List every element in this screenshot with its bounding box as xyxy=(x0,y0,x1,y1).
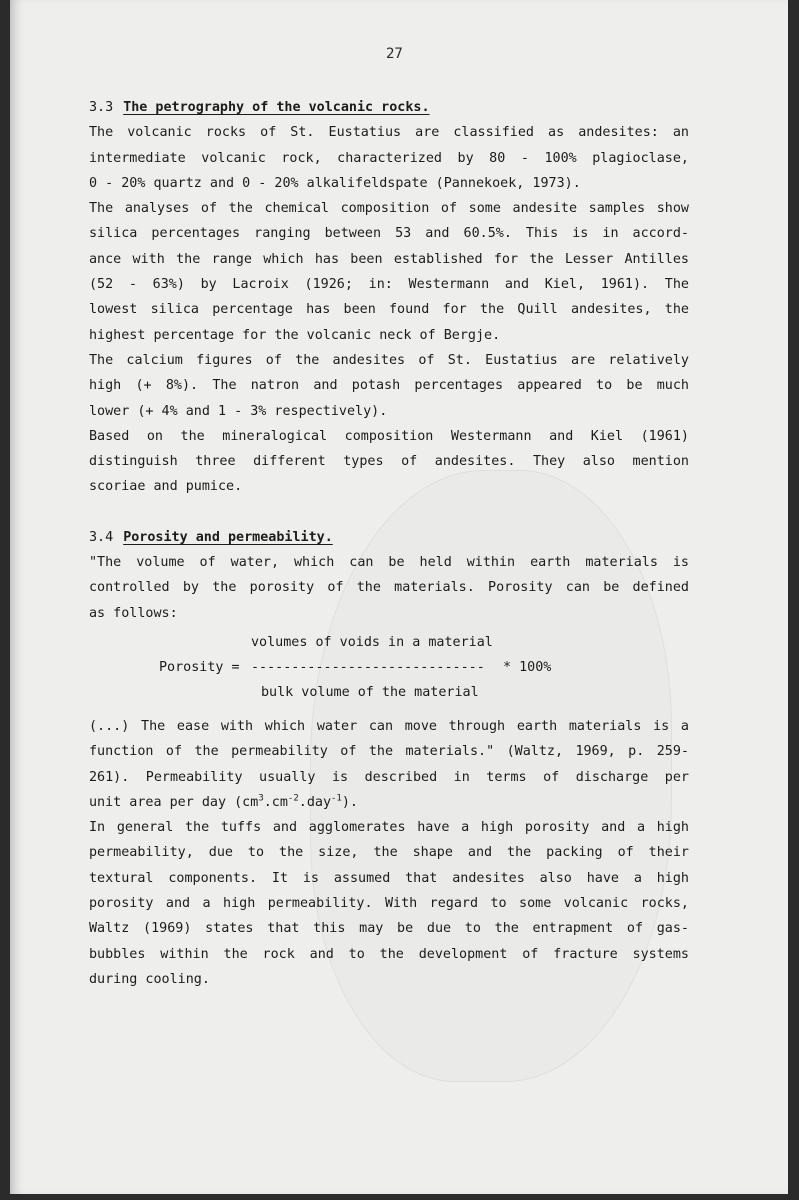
unit-prefix: unit area per day (cm xyxy=(89,794,259,810)
document-page xyxy=(10,0,788,1194)
formula-numerator: volumes of voids in a material xyxy=(251,634,493,650)
text-line: 0 - 20% quartz and 0 - 20% alkalifeldspate (Pannekoek, 1973). xyxy=(89,175,581,191)
unit-exponent: -1 xyxy=(331,793,342,804)
text-line: permeability, due to the size, the shape and the packing of their xyxy=(89,845,689,861)
text-line: The calcium figures of the andesites of St. Eustatius are relatively xyxy=(89,352,689,368)
section-title: Porosity and permeability. xyxy=(123,529,333,545)
text-line: Based on the mineralogical composition Westermann and Kiel (1961) xyxy=(89,428,689,444)
section-heading-petrography xyxy=(89,95,689,120)
text-line: intermediate volcanic rock, characterized by 80 - 100% plagioclase, xyxy=(89,150,689,166)
text-line: The volcanic rocks of St. Eustatius are classified as andesites: an xyxy=(89,125,689,141)
text-line: distinguish three different types of andesites. They also mention xyxy=(89,454,689,470)
formula-denominator: bulk volume of the material xyxy=(261,684,479,700)
section-heading-porosity xyxy=(89,525,689,550)
text-line: 261). Permeability usually is described in terms of discharge per xyxy=(89,769,689,785)
text-line: porosity and a high permeability. With regard to some volcanic rocks, xyxy=(89,896,689,912)
text-line: In general the tuffs and agglomerates have a high porosity and a high xyxy=(89,820,689,836)
text-line: (...) The ease with which water can move through earth materials is a xyxy=(89,718,689,734)
section-number: 3.4 xyxy=(89,529,114,545)
unit-part: .cm xyxy=(263,794,288,810)
porosity-quote xyxy=(89,550,689,626)
unit-part: .day xyxy=(298,794,332,810)
page-body xyxy=(89,95,689,992)
unit-exponent: -2 xyxy=(287,793,299,804)
text-line: textural components. It is assumed that andesites also have a high xyxy=(89,870,689,886)
text-line: ance with the range which has been established for the Lesser Antilles xyxy=(89,251,689,267)
text-line: controlled by the porosity of the materials. Porosity can be defined xyxy=(89,580,689,596)
unit-exponent: 3 xyxy=(258,793,264,804)
text-line: (52 - 63%) by Lacroix (1926; in: Westermann and Kiel, 1961). The xyxy=(89,277,689,293)
formula-fraction-bar: ----------------------------- xyxy=(251,659,485,675)
formula-rhs: * 100% xyxy=(503,659,552,675)
petrography-paragraph xyxy=(89,120,689,499)
text-line: as follows: xyxy=(89,605,178,621)
text-line: lowest silica percentage has been found for the Quill andesites, the xyxy=(89,302,689,318)
unit-suffix: ). xyxy=(341,794,358,810)
text-line: Waltz (1969) states that this may be due to the entrapment of gas- xyxy=(89,921,689,937)
text-line: silica percentages ranging between 53 and 60.5%. This is in accord- xyxy=(89,226,689,242)
section-title: The petrography of the volcanic rocks. xyxy=(123,100,430,115)
text-line: high (+ 8%). The natron and potash percentages appeared to be much xyxy=(89,378,689,394)
porosity-formula xyxy=(89,630,689,706)
text-line: bubbles within the rock and to the development of fracture systems xyxy=(89,946,689,962)
page-number: 27 xyxy=(386,46,403,62)
text-line: scoriae and pumice. xyxy=(89,479,243,495)
text-line: lower (+ 4% and 1 - 3% respectively). xyxy=(89,403,388,419)
permeability-paragraph xyxy=(89,714,689,992)
text-line: during cooling. xyxy=(89,971,210,987)
text-line: highest percentage for the volcanic neck of Bergje. xyxy=(89,327,501,343)
text-line: "The volume of water, which can be held within earth materials is xyxy=(89,555,689,571)
unit-line xyxy=(89,790,689,815)
text-line: The analyses of the chemical composition of some andesite samples show xyxy=(89,201,689,217)
text-line: function of the permeability of the materials." (Waltz, 1969, p. 259- xyxy=(89,744,689,760)
section-number: 3.3 xyxy=(89,100,114,115)
section-gap xyxy=(89,500,689,525)
formula-lhs: Porosity = xyxy=(159,659,240,675)
